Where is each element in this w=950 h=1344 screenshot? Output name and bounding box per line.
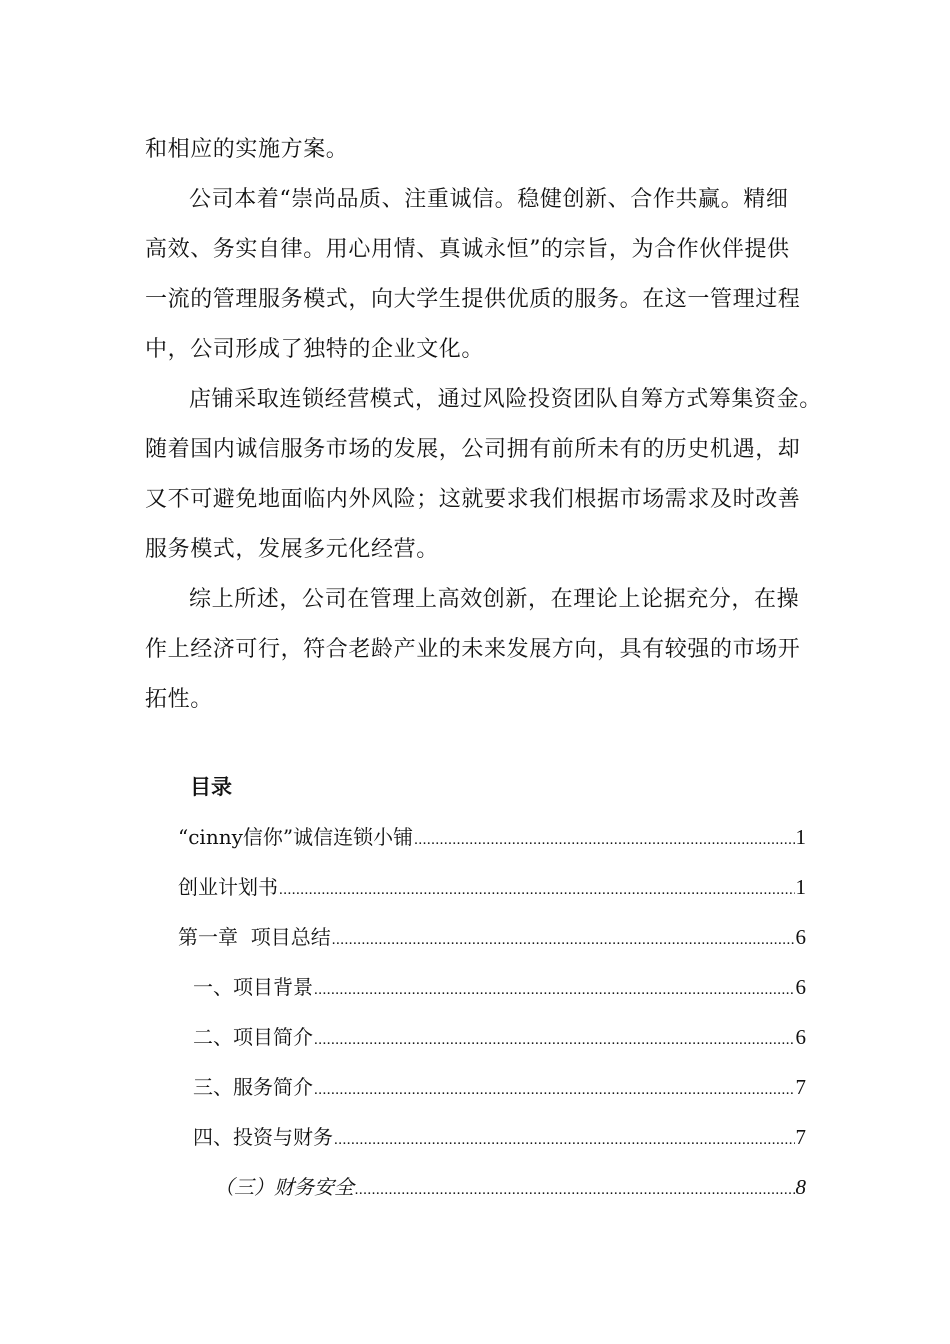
toc-page-number: 1: [795, 825, 806, 849]
toc-entry-label: 三、服务简介: [193, 1075, 313, 1099]
body-line: 中，公司形成了独特的企业文化。: [145, 337, 485, 362]
toc-entry-label: 第一章 项目总结: [178, 925, 331, 949]
toc-page-number: 6: [795, 975, 806, 999]
toc-entry-label: “cinny信你”诚信连锁小铺: [178, 825, 414, 849]
toc-entry[interactable]: [178, 823, 806, 851]
toc-leader: [414, 826, 794, 854]
body-line: 一流的管理服务模式，向大学生提供优质的服务。在这一管理过程: [145, 287, 801, 312]
toc-entry-label: 四、投资与财务: [193, 1125, 333, 1149]
toc-entry[interactable]: [193, 1073, 806, 1101]
toc-entry-label: （三）财务安全: [214, 1175, 354, 1199]
toc-entry-label: 二、项目简介: [193, 1025, 313, 1049]
body-line: 高效、务实自律。用心用情、真诚永恒”的宗旨，为合作伙伴提供: [145, 237, 790, 262]
toc-title: 目录: [190, 775, 232, 799]
toc-entry-label: 创业计划书: [178, 875, 278, 899]
toc-entry[interactable]: [178, 923, 806, 951]
toc-leader: [334, 1126, 795, 1154]
body-line: 和相应的实施方案。: [145, 137, 349, 162]
toc-leader: [355, 1176, 795, 1204]
toc-page-number: 6: [795, 925, 806, 949]
toc-page-number: 8: [795, 1175, 806, 1199]
toc-entry[interactable]: [193, 1123, 806, 1151]
toc-page-number: 7: [795, 1125, 806, 1149]
toc-entry[interactable]: [193, 973, 806, 1001]
toc-page-number: 7: [795, 1075, 806, 1099]
toc-leader: [314, 976, 795, 1004]
toc-entry[interactable]: [178, 873, 806, 901]
body-line: 店铺采取连锁经营模式，通过风险投资团队自筹方式筹集资金。: [189, 387, 822, 412]
body-line: 又不可避免地面临内外风险；这就要求我们根据市场需求及时改善: [145, 487, 801, 512]
toc-page-number: 6: [795, 1025, 806, 1049]
toc-entry[interactable]: [214, 1173, 806, 1201]
body-line: 随着国内诚信服务市场的发展，公司拥有前所未有的历史机遇，却: [145, 437, 801, 462]
toc-page-number: 1: [795, 875, 806, 899]
toc-leader: [279, 876, 795, 904]
body-line: 拓性。: [145, 687, 213, 712]
toc-leader: [314, 1076, 795, 1104]
body-line: 公司本着“崇尚品质、注重诚信。稳健创新、合作共赢。精细: [189, 187, 789, 212]
toc-leader: [314, 1026, 795, 1054]
body-line: 综上所述，公司在管理上高效创新，在理论上论据充分，在操: [189, 587, 800, 612]
toc-leader: [332, 926, 795, 954]
body-line: 服务模式，发展多元化经营。: [145, 537, 439, 562]
body-line: 作上经济可行，符合老龄产业的未来发展方向，具有较强的市场开: [145, 637, 801, 662]
toc-entry[interactable]: [193, 1023, 806, 1051]
toc-entry-label: 一、项目背景: [193, 975, 313, 999]
